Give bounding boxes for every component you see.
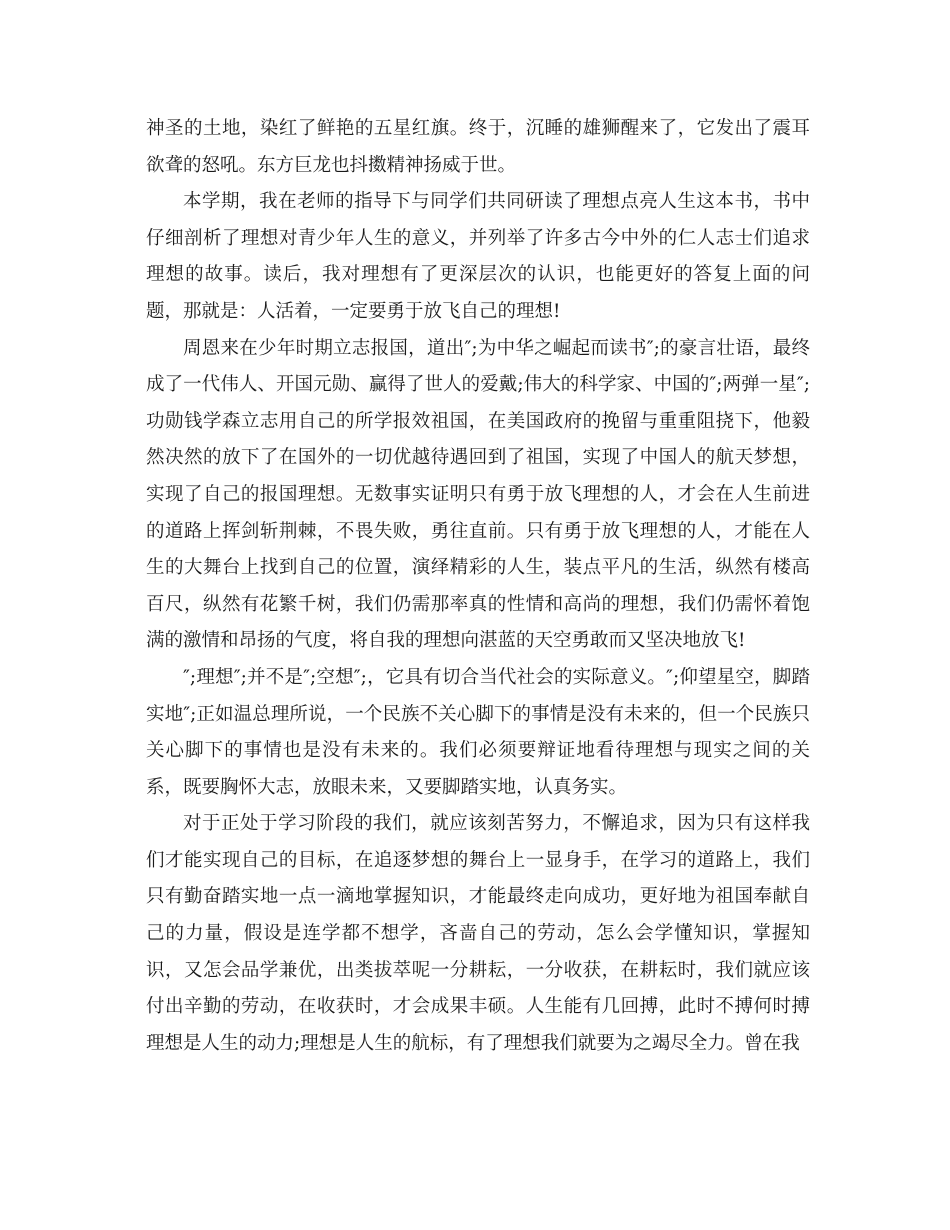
paragraph: 周恩来在少年时期立志报国，道出″;为中华之崛起而读书″;的豪言壮语，最终成了一代伟人、开国元勋、赢得了世人的爱戴;伟大的科学家、中国的″;两弹一星″;功勋钱学森立志用自己的所学报效祖国，在美国政府的挽留与重重阻挠下，他毅然决然的放下了在国外的一切优越待遇回到了祖国，实现了中国人的航天梦想，实现了自己的报国理想。无数事实证明只有勇于放飞理想的人，才会在人生前进的道路上挥剑斩荆棘，不畏失败，勇往直前。只有勇于放飞理想的人，才能在人生的大舞台上找到自己的位置，演绎精彩的人生，装点平凡的生活，纵然有楼高百尺，纵然有花繁千树，我们仍需那率真的性情和高尚的理想，我们仍需怀着饱满的激情和昂扬的气度，将自我的理想向湛蓝的天空勇敢而又坚决地放飞! xyxy=(146,337,810,652)
paragraph: 对于正处于学习阶段的我们，就应该刻苦努力，不懈追求，因为只有这样我们才能实现自己的目标，在追逐梦想的舞台上一显身手，在学习的道路上，我们只有勤奋踏实地一点一滴地掌握知识，才能最终走向成功，更好地为祖国奉献自己的力量，假设是连学都不想学，吝啬自己的劳动，怎么会学懂知识，掌握知识，又怎会品学兼优，出类拔萃呢一分耕耘，一分收获，在耕耘时，我们就应该付出辛勤的劳动，在收获时，才会成果丰硕。人生能有几回搏，此时不搏何时搏理想是人生的动力;理想是人生的航标，有了理想我们就要为之竭尽全力。曾在我 xyxy=(146,813,810,1054)
paragraph: 本学期，我在老师的指导下与同学们共同研读了理想点亮人生这本书，书中仔细剖析了理想对青少年人生的意义，并列举了许多古今中外的仁人志士们追求理想的故事。读后，我对理想有了更深层次的认识，也能更好的答复上面的问题，那就是：人活着，一定要勇于放飞自己的理想! xyxy=(146,191,810,322)
document-body xyxy=(146,111,810,1062)
paragraph: ″;理想″;并不是″;空想″;，它具有切合当代社会的实际意义。″;仰望星空，脚踏实地″;正如温总理所说，一个民族不关心脚下的事情是没有未来的，但一个民族只关心脚下的事情也是没有未来的。我们必须要辩证地看待理想与现实之间的关系，既要胸怀大志，放眼未来，又要脚踏实地，认真务实。 xyxy=(146,666,810,798)
paragraph-continued: 神圣的土地，染红了鲜艳的五星红旗。终于，沉睡的雄狮醒来了，它发出了震耳欲聋的怒吼。东方巨龙也抖擞精神扬威于世。 xyxy=(146,118,810,176)
